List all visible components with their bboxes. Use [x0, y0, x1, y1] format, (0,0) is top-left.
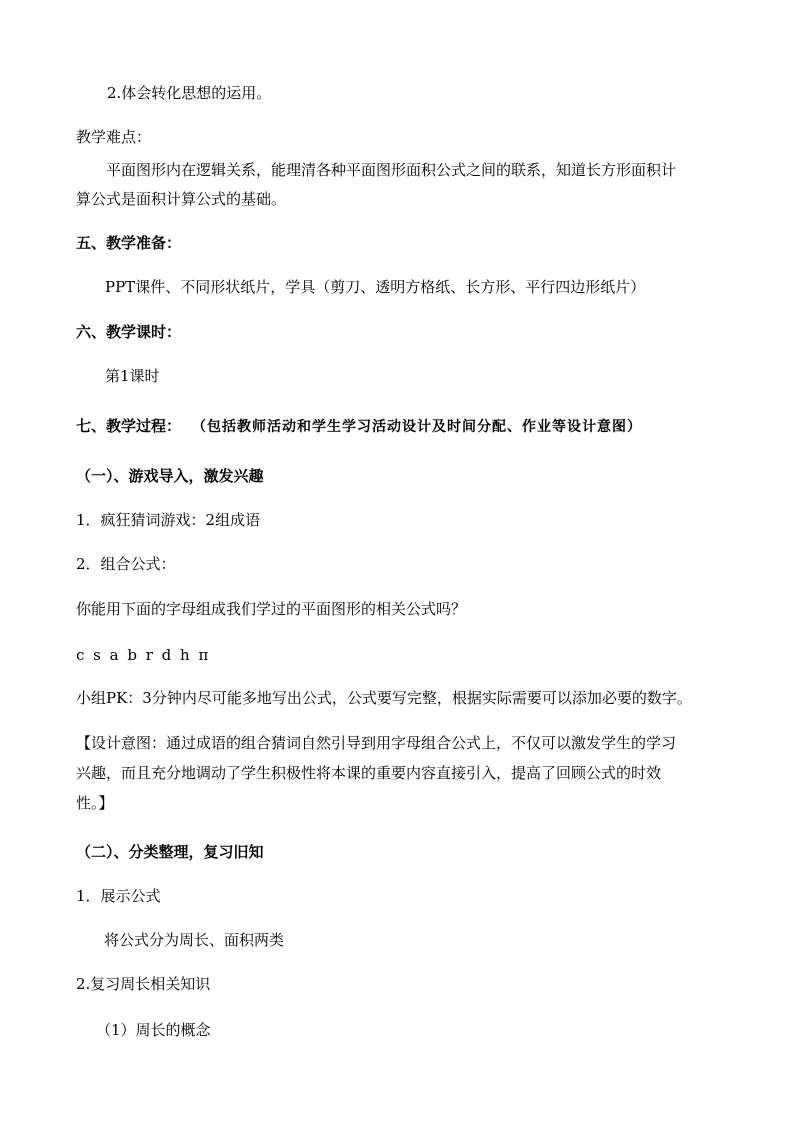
subsection-heading: （二）、分类整理，复习旧知 — [76, 843, 264, 861]
text-line: 2.体会转化思想的运用。 — [107, 84, 272, 102]
section-heading: 七、教学过程： — [76, 417, 182, 435]
text-line: 第1课时 — [105, 367, 160, 385]
text-line: 2．组合公式： — [76, 555, 176, 573]
text-line: 教学难点： — [76, 128, 152, 146]
text-line: 2.复习周长相关知识 — [76, 975, 211, 993]
text-line: PPT课件、不同形状纸片，学具（剪刀、透明方格纸、长方形、平行四边形纸片） — [105, 278, 646, 296]
text-line: 算公式是面积计算公式的基础。 — [76, 190, 287, 208]
text-line: 小组PK：3分钟内尽可能多地写出公式，公式要写完整，根据实际需要可以添加必要的数字。 — [76, 689, 692, 707]
section-heading-note: （包括教师活动和学生学习活动设计及时间分配、作业等设计意图） — [192, 419, 642, 435]
letter-list: c s a b r d h π — [76, 646, 211, 664]
text-line: 将公式分为周长、面积两类 — [104, 931, 285, 949]
section-heading: 六、教学课时： — [76, 323, 182, 341]
text-line: 性。】 — [76, 794, 114, 812]
text-line: 【设计意图：通过成语的组合猜词自然引导到用字母组合公式上，不仅可以激发学生的学习 — [76, 734, 677, 752]
text-line: 兴趣，而且充分地调动了学生积极性将本课的重要内容直接引入，提高了回顾公式的时效 — [76, 764, 662, 782]
text-line: 平面图形内在逻辑关系，能理清各种平面图形面积公式之间的联系，知道长方形面积计 — [106, 161, 677, 179]
subsection-heading: （一）、游戏导入，激发兴趣 — [76, 467, 264, 485]
text-line: 你能用下面的字母组成我们学过的平面图形的相关公式吗？ — [76, 600, 467, 618]
text-line: （1）周长的概念 — [96, 1021, 211, 1039]
section-heading: 五、教学准备： — [76, 234, 182, 252]
text-line: 1．疯狂猜词游戏：2组成语 — [76, 511, 261, 529]
text-line: 1．展示公式 — [76, 887, 161, 905]
